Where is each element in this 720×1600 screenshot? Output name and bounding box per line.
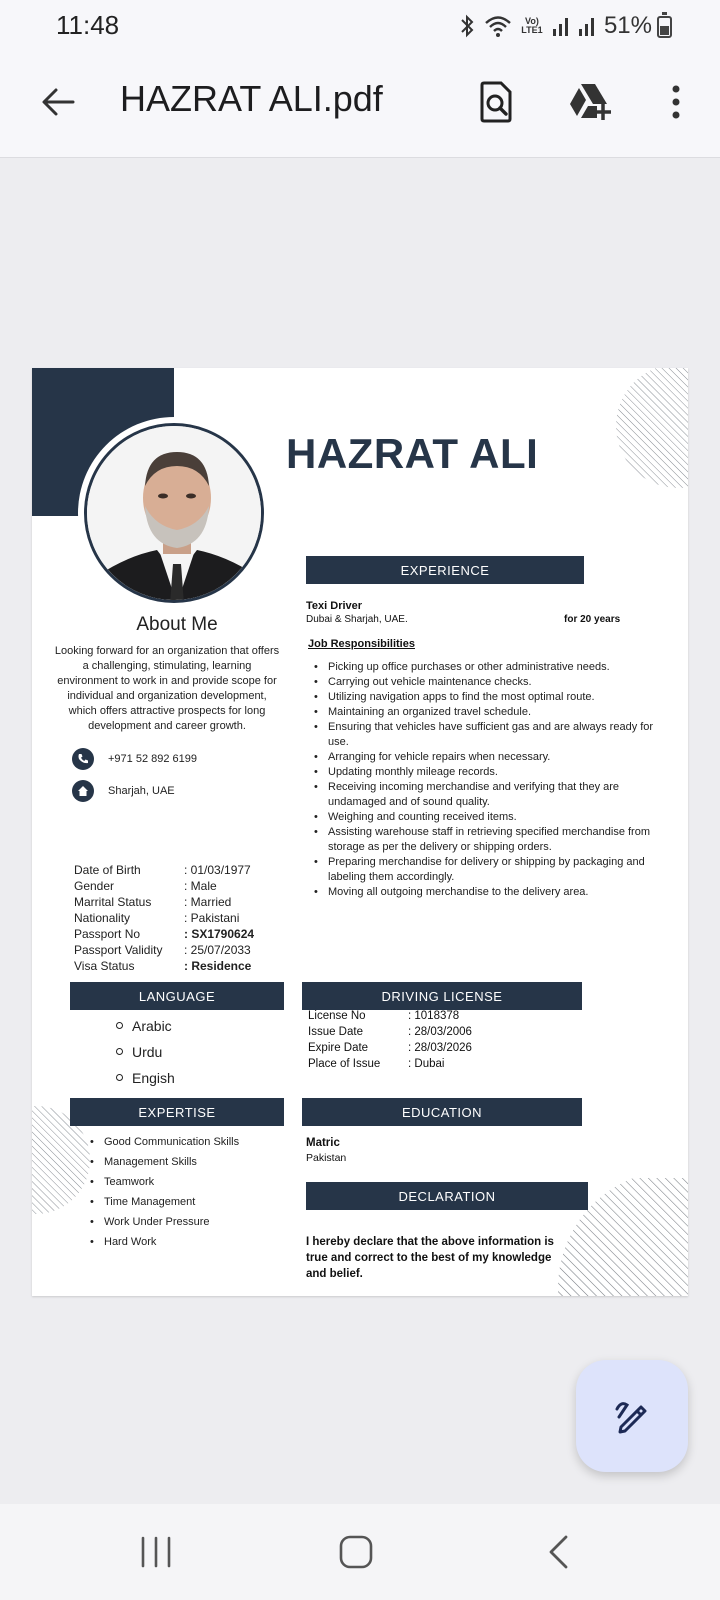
responsibilities-heading: Job Responsibilities: [308, 638, 415, 650]
list-item: • Receiving incoming merchandise and verifying that they are undamaged and of sound quality.: [308, 780, 662, 810]
contact-location: [72, 780, 175, 802]
language-heading: LANGUAGE: [70, 982, 284, 1010]
add-to-drive-button[interactable]: [562, 76, 618, 128]
list-item: • Hard Work: [90, 1232, 239, 1252]
personal-row: Gender : Male: [74, 879, 217, 893]
personal-row: Visa Status : Residence: [74, 959, 252, 973]
license-row: Issue Date : 28/03/2006: [308, 1026, 472, 1038]
list-item: • Carrying out vehicle maintenance checks.: [308, 675, 662, 690]
phone-icon: [72, 748, 94, 770]
education-degree: Matric: [306, 1137, 340, 1149]
personal-row: Marrital Status : Married: [74, 895, 232, 909]
app-bar: [0, 52, 720, 158]
network-label: Vo) LTE1: [521, 16, 543, 35]
navigation-bar: [0, 1504, 720, 1600]
experience-heading: EXPERIENCE: [306, 556, 584, 584]
list-item: • Arranging for vehicle repairs when necessary.: [308, 750, 662, 765]
edit-fab-button[interactable]: [576, 1360, 688, 1472]
list-item: • Utilizing navigation apps to find the most optimal route.: [308, 690, 662, 705]
recents-icon: [139, 1536, 173, 1568]
bluetooth-icon: [458, 14, 476, 38]
list-item: • Moving all outgoing merchandise to the delivery area.: [308, 885, 662, 900]
job-duration: for 20 years: [564, 614, 621, 625]
portrait-image: [87, 426, 264, 603]
list-item: Urdu: [116, 1042, 175, 1068]
list-item: • Time Management: [90, 1192, 239, 1212]
list-item: • Picking up office purchases or other administrative needs.: [308, 660, 662, 675]
list-item: • Assisting warehouse staff in retrieving specified merchandise from storage as per the delivery or shipping orders.: [308, 825, 662, 855]
back-icon: [546, 1534, 570, 1570]
signal-icon-1: [552, 15, 570, 37]
list-item: • Maintaining an organized travel schedule.: [308, 705, 662, 720]
list-item: • Preparing merchandise for delivery or shipping by packaging and labeling them accordingly.: [308, 855, 662, 885]
license-row: License No : 1018378: [308, 1010, 460, 1022]
education-heading: EDUCATION: [302, 1098, 582, 1126]
home-icon: [338, 1534, 374, 1570]
list-item: • Good Communication Skills: [90, 1132, 239, 1152]
license-row: Expire Date : 28/03/2026: [308, 1042, 472, 1054]
personal-row: Passport No : SX1790624: [74, 927, 255, 941]
job-location: Dubai & Sharjah, UAE.: [306, 614, 408, 625]
profile-photo: [84, 423, 264, 603]
list-item: Engish: [116, 1068, 175, 1094]
pdf-page[interactable]: [32, 368, 688, 1296]
list-item: • Ensuring that vehicles have sufficient gas and are always ready for use.: [308, 720, 662, 750]
list-item: • Teamwork: [90, 1172, 239, 1192]
list-item: • Updating monthly mileage records.: [308, 765, 662, 780]
declaration-heading: DECLARATION: [306, 1182, 588, 1210]
education-place: Pakistan: [306, 1152, 347, 1164]
wifi-icon: [484, 14, 512, 38]
responsibilities-list: [308, 660, 662, 900]
personal-row: Nationality : Pakistani: [74, 911, 240, 925]
more-options-button[interactable]: [648, 76, 704, 128]
location-text: Sharjah, UAE: [108, 785, 175, 797]
search-document-button[interactable]: [470, 76, 522, 128]
signal-icon-2: [578, 15, 596, 37]
job-title: Texi Driver: [306, 600, 363, 612]
expertise-heading: EXPERTISE: [70, 1098, 284, 1126]
back-nav-button[interactable]: [528, 1530, 588, 1574]
file-title: HAZRAT ALI.pdf: [120, 78, 383, 119]
list-item: Arabic: [116, 1016, 175, 1042]
driving-license-heading: DRIVING LICENSE: [302, 982, 582, 1010]
declaration-text: I hereby declare that the above information is true and correct to the best of my knowledge and belief.: [306, 1236, 554, 1280]
list-item: • Work Under Pressure: [90, 1212, 239, 1232]
status-icons: [458, 12, 652, 40]
home-button[interactable]: [326, 1530, 386, 1574]
battery-icon: [657, 16, 672, 38]
home-location-icon: [72, 780, 94, 802]
document-search-icon: [479, 81, 513, 123]
list-item: • Management Skills: [90, 1152, 239, 1172]
license-row: Place of Issue : Dubai: [308, 1058, 445, 1070]
more-vert-icon: [671, 85, 681, 119]
drive-add-icon: [567, 82, 613, 122]
about-title: About Me: [136, 614, 218, 635]
list-item: • Weighing and counting received items.: [308, 810, 662, 825]
status-time: 11:48: [56, 10, 120, 40]
battery-percent: 51%: [603, 12, 652, 39]
personal-row: Passport Validity : 25/07/2033: [74, 943, 251, 957]
person-name: HAZRAT ALI: [286, 430, 539, 477]
hatch-decoration-top-right: [612, 368, 688, 490]
recents-button[interactable]: [126, 1530, 186, 1574]
phone-text: +971 52 892 6199: [108, 753, 198, 765]
driving-license-info: [308, 1008, 472, 1072]
expertise-list: [90, 1132, 239, 1252]
personal-info: [74, 862, 254, 974]
back-button[interactable]: [34, 76, 82, 128]
edit-pen-icon: [611, 1395, 653, 1437]
about-text: Looking forward for an organization that offers a challenging, stimulating, learning environment to work in and provide scope for individual and organization development, which offers attractive prospects for long development and career growth.: [54, 645, 280, 732]
language-list: [116, 1016, 175, 1094]
status-bar: [0, 0, 720, 52]
arrow-back-icon: [41, 87, 75, 117]
personal-row: Date of Birth : 01/03/1977: [74, 863, 251, 877]
contact-phone: [72, 748, 197, 770]
